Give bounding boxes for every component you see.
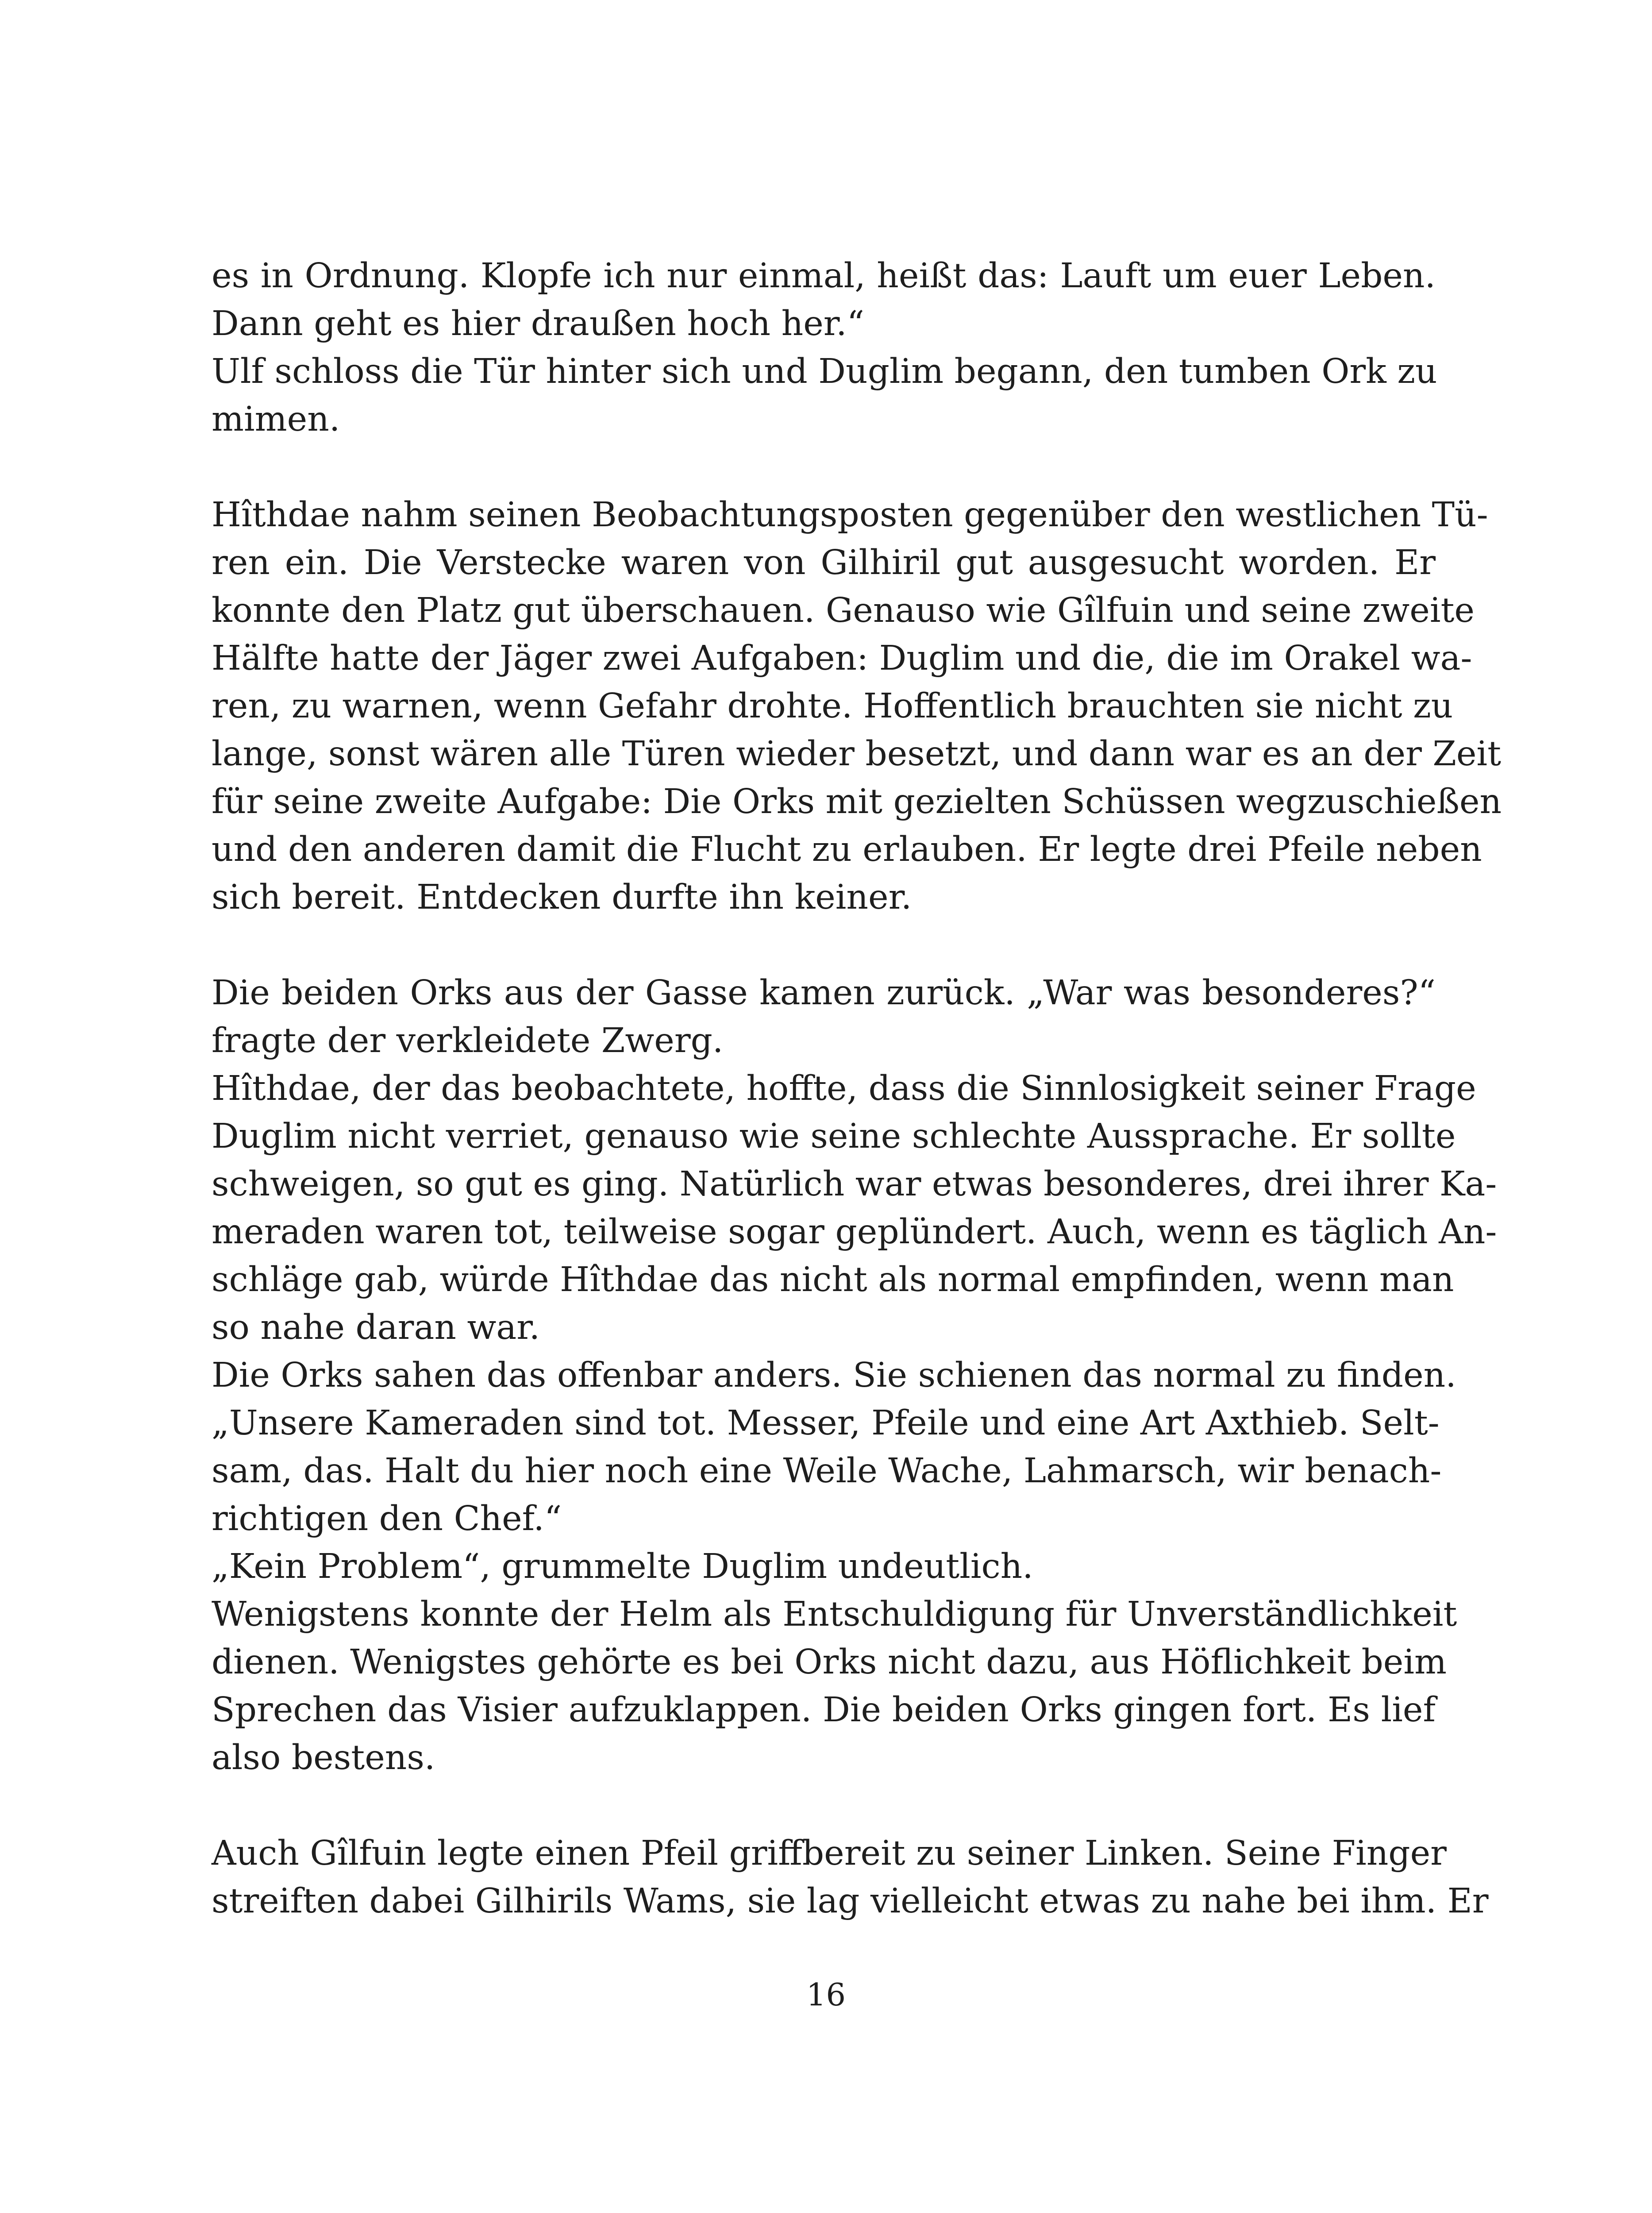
text-line: also bestens. <box>212 1738 435 1777</box>
text-line: Die beiden Orks aus der Gasse kamen zurück. „War was besonderes?“ <box>212 973 1436 1013</box>
text-line: es in Ordnung. Klopfe ich nur einmal, heißt das: Lauft um euer Leben. <box>212 256 1436 296</box>
text-line: streiften dabei Gilhirils Wams, sie lag vielleicht etwas zu nahe bei ihm. Er <box>212 1881 1489 1921</box>
text-line: konnte den Platz gut überschauen. Genauso wie Gîlfuin und seine zweite <box>212 591 1475 630</box>
paragraph-gap <box>212 1782 1436 1830</box>
text-line: Dann geht es hier draußen hoch her.“ <box>212 304 864 343</box>
text-line: so nahe daran war. <box>212 1308 540 1347</box>
text-line: schläge gab, würde Hîthdae das nicht als normal empfinden, wenn man <box>212 1260 1454 1299</box>
page-number: 16 <box>806 1977 846 2013</box>
text-line: meraden waren tot, teilweise sogar geplündert. Auch, wenn es täglich An- <box>212 1212 1497 1252</box>
text-line: Hîthdae nahm seinen Beobachtungsposten gegenüber den westlichen Tü- <box>212 495 1488 535</box>
text-line: Hälfte hatte der Jäger zwei Aufgaben: Duglim und die, die im Orakel wa- <box>212 639 1472 678</box>
text-line: Sprechen das Visier aufzuklappen. Die beiden Orks gingen fort. Es lief <box>212 1690 1436 1730</box>
text-line: Auch Gîlfuin legte einen Pfeil griffbereit zu seiner Linken. Seine Finger <box>212 1834 1447 1873</box>
text-line: fragte der verkleidete Zwerg. <box>212 1021 724 1060</box>
text-line: „Unsere Kameraden sind tot. Messer, Pfeile und eine Art Axthieb. Selt- <box>212 1403 1440 1443</box>
text-line: mimen. <box>212 400 340 439</box>
text-line: sich bereit. Entdecken durfte ihn keiner. <box>212 878 912 917</box>
text-line: Ulf schloss die Tür hinter sich und Duglim begann, den tumben Ork zu <box>212 352 1437 391</box>
text-line: dienen. Wenigstes gehörte es bei Orks nicht dazu, aus Höflichkeit beim <box>212 1642 1447 1682</box>
text-line: schweigen, so gut es ging. Natürlich war etwas besonderes, drei ihrer Ka- <box>212 1164 1497 1204</box>
text-line: ren ein. Die Verstecke waren von Gilhiril gut ausgesucht worden. Er <box>212 543 1436 582</box>
paragraph-gap <box>212 443 1436 491</box>
text-line: für seine zweite Aufgabe: Die Orks mit gezielten Schüssen wegzuschießen <box>212 782 1502 821</box>
body-text <box>212 252 1502 1925</box>
text-line: Duglim nicht verriet, genauso wie seine schlechte Aussprache. Er sollte <box>212 1117 1456 1156</box>
text-line: „Kein Problem“, grummelte Duglim undeutlich. <box>212 1547 1033 1586</box>
paragraph-gap <box>212 921 1436 969</box>
text-line: und den anderen damit die Flucht zu erlauben. Er legte drei Pfeile neben <box>212 830 1482 869</box>
text-line: Hîthdae, der das beobachtete, hoffte, dass die Sinnlosigkeit seiner Frage <box>212 1069 1476 1108</box>
text-line: sam, das. Halt du hier noch eine Weile Wache, Lahmarsch, wir benach- <box>212 1451 1442 1491</box>
text-line: Wenigstens konnte der Helm als Entschuldigung für Unverständlichkeit <box>212 1595 1457 1634</box>
text-line: richtigen den Chef.“ <box>212 1499 562 1538</box>
text-line: lange, sonst wären alle Türen wieder besetzt, und dann war es an der Zeit <box>212 734 1502 774</box>
text-line: Die Orks sahen das offenbar anders. Sie schienen das normal zu finden. <box>212 1356 1456 1395</box>
text-line: ren, zu warnen, wenn Gefahr drohte. Hoffentlich brauchten sie nicht zu <box>212 686 1453 726</box>
